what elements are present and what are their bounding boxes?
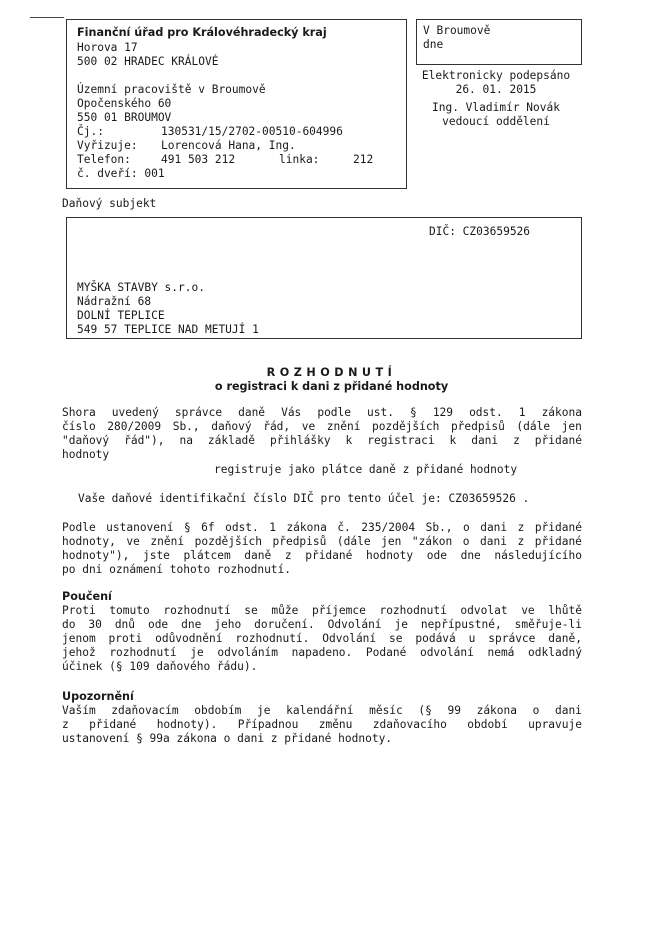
recipient-postal: 549 57 TEPLICE NAD METUJÍ 1 — [77, 323, 259, 336]
word: přidané — [534, 535, 582, 548]
text-row — [62, 618, 582, 632]
dic-assignment-line: Vaše daňové identifikační číslo DIČ pro tento účel je: CZ03659526 . — [78, 492, 530, 505]
word: odůvodnění — [155, 632, 223, 645]
word: Případnou — [237, 718, 299, 731]
word: nemá — [487, 646, 515, 659]
word: o — [463, 521, 470, 534]
signature-date: 26. 01. 2015 — [455, 83, 537, 96]
word: jenom — [62, 632, 96, 645]
word: lhůtě — [548, 604, 582, 617]
word: Sb., — [172, 420, 200, 433]
word: § — [410, 406, 417, 419]
word: Odvolání — [327, 618, 382, 631]
word: tomuto — [109, 604, 150, 617]
phone-label: Telefon: — [77, 153, 131, 166]
word: správce — [174, 406, 223, 419]
word: daně — [238, 406, 266, 419]
date-label: dne — [423, 38, 444, 51]
word: k — [345, 434, 353, 447]
word: napadeno. — [291, 646, 353, 659]
recipient-dic: DIČ: CZ03659526 — [429, 225, 531, 238]
word: jste — [142, 549, 170, 562]
word: 6f — [201, 521, 215, 534]
word: zdaňovacího — [372, 718, 447, 731]
word: 280/2009 — [107, 420, 162, 433]
word: odvoláním — [217, 646, 279, 659]
word: příjemce — [311, 604, 366, 617]
word: správce — [488, 632, 536, 645]
word: jehož — [62, 646, 96, 659]
word: jen — [561, 420, 582, 433]
sender-branch-city: 550 01 BROUMOV — [77, 111, 172, 124]
word: znění — [150, 535, 185, 548]
word: hodnoty). — [156, 718, 218, 731]
word: změnu — [318, 718, 353, 731]
word: zákona — [476, 704, 517, 717]
word: dne — [181, 618, 202, 631]
word: 129 — [432, 406, 454, 419]
word: § — [183, 521, 191, 534]
word: z — [517, 535, 525, 548]
word: předpisů — [272, 535, 327, 548]
word: doručení. — [254, 618, 315, 631]
word: odvolat — [460, 604, 508, 617]
word: uvedený — [111, 406, 159, 419]
recipient-address-box — [66, 217, 582, 339]
word: se — [389, 632, 403, 645]
word: proti — [108, 632, 143, 645]
place-text: V Broumově — [423, 24, 491, 37]
paragraph-tax-period-notice — [62, 704, 582, 746]
word: 30 — [88, 618, 102, 631]
word: jen — [381, 535, 402, 548]
word: zákona — [541, 406, 582, 419]
word: se — [244, 604, 258, 617]
signature-role: vedoucí oddělení — [442, 115, 550, 128]
word: z — [284, 549, 292, 562]
word: Podané — [365, 646, 407, 659]
corner-fold-mark — [30, 17, 64, 18]
word: ve — [301, 420, 316, 433]
word: hodnoty"), — [62, 549, 130, 562]
word: může — [271, 604, 299, 617]
recipient-town: DOLNÍ TEPLICE — [77, 309, 165, 322]
word: č. — [337, 521, 351, 534]
word: je — [257, 704, 271, 717]
word: podle — [317, 406, 352, 419]
decision-title: ROZHODNUTÍ — [266, 366, 397, 379]
word: z — [62, 718, 69, 731]
word: hodnoty, — [62, 535, 116, 548]
decision-subtitle: o registraci k dani z přidané hodnoty — [214, 380, 449, 393]
word: dani — [471, 434, 499, 447]
tax-subject-label: Daňový subjekt — [62, 197, 157, 210]
paragraph-registration-basis — [62, 406, 582, 462]
word: (§ — [418, 704, 432, 717]
word: dnů — [114, 618, 136, 631]
handler-name: Lorencová Hana, Ing. — [161, 139, 296, 152]
word: ustanovení — [106, 521, 174, 534]
text-row: po dni oznámení tohoto rozhodnutí. — [62, 563, 292, 576]
word: Sb., — [425, 521, 453, 534]
word: daňový — [211, 420, 252, 433]
text-row — [62, 704, 582, 718]
door-number: č. dveří: 001 — [77, 167, 165, 180]
word: Shora — [62, 406, 96, 419]
word: upravuje — [528, 718, 582, 731]
word: Odvolání — [322, 632, 377, 645]
word: Vaším — [62, 704, 96, 717]
paragraph-payer-status — [62, 521, 582, 577]
word: pozdějších — [194, 535, 262, 548]
word: k — [449, 434, 457, 447]
text-row: ustanovení § 99a zákona o dani z přidané hodnoty. — [62, 732, 393, 745]
word: jeho — [214, 618, 242, 631]
word: Podle — [62, 521, 96, 534]
word: dani — [554, 704, 582, 717]
word: základě — [207, 434, 256, 447]
place-date-box — [416, 19, 582, 65]
instruction-heading: Poučení — [62, 590, 112, 603]
extension-number: 212 — [353, 153, 374, 166]
word: (dále — [516, 420, 551, 433]
text-row — [62, 646, 582, 660]
signature-name: Ing. Vladimír Novák — [432, 101, 560, 114]
word: plátcem — [183, 549, 231, 562]
word: je — [394, 618, 408, 631]
word: měsíc — [369, 704, 403, 717]
word: o — [532, 704, 540, 717]
recipient-street: Nádražní 68 — [77, 295, 152, 308]
word: odst. — [225, 521, 259, 534]
word: kalendářní — [286, 704, 354, 717]
reference-number: 130531/15/2702-00510-604996 — [161, 125, 343, 138]
phone-number: 491 503 212 — [161, 153, 236, 166]
sender-office: Finanční úřad pro Královéhradecký kraj — [77, 26, 327, 39]
word: směřuje-li — [514, 618, 582, 631]
word: období — [467, 718, 508, 731]
word: daně, — [548, 632, 582, 645]
word: ust. — [367, 406, 394, 419]
sender-street: Horova 17 — [77, 41, 138, 54]
text-row — [62, 535, 582, 549]
word: 1 — [518, 406, 526, 419]
word: přidané — [89, 718, 137, 731]
word: daně — [244, 549, 272, 562]
sender-branch: Územní pracoviště v Broumově — [77, 83, 266, 96]
word: je — [190, 646, 204, 659]
word: ve — [126, 535, 140, 548]
registers-line: registruje jako plátce daně z přidané hodnoty — [214, 463, 518, 476]
word: 1 — [269, 521, 276, 534]
word: "daňový — [62, 434, 110, 447]
word: rozhodnutí — [109, 646, 177, 659]
word: odkladný — [528, 646, 582, 659]
paragraph-appeal-instruction — [62, 604, 582, 674]
sender-address-box — [66, 19, 407, 189]
word: Vás — [281, 406, 302, 419]
sender-city: 500 02 HRADEC KRÁLOVÉ — [77, 55, 219, 68]
word: obdobím — [194, 704, 242, 717]
word: číslo — [62, 420, 96, 433]
reference-label: Čj.: — [77, 125, 104, 138]
word: Proti — [62, 604, 96, 617]
word: dani — [480, 521, 508, 534]
handler-label: Vyřizuje: — [77, 139, 138, 152]
word: 99 — [447, 704, 461, 717]
word: podává — [415, 632, 456, 645]
word: řád"), — [124, 434, 165, 447]
word: hodnoty — [365, 549, 414, 562]
word: z — [513, 434, 520, 447]
word: zdaňovacím — [111, 704, 179, 717]
word: následujícího — [494, 549, 582, 562]
word: nepřípustné, — [420, 618, 502, 631]
word: přidané — [305, 549, 353, 562]
sender-branch-street: Opočenského 60 — [77, 97, 172, 110]
word: řád, — [263, 420, 291, 433]
text-row — [62, 718, 582, 732]
word: registraci — [367, 434, 435, 447]
word: přidané — [534, 521, 582, 534]
word: rozhodnutí — [163, 604, 231, 617]
extension-label: linka: — [279, 153, 320, 166]
word: odst. — [469, 406, 503, 419]
word: rozhodnutí. — [235, 632, 310, 645]
signature-note: Elektronicky podepsáno — [421, 69, 571, 82]
text-row — [62, 406, 582, 420]
word: (dále — [336, 535, 371, 548]
text-row — [62, 632, 582, 646]
word: do — [62, 618, 76, 631]
word: pozdějších — [372, 420, 440, 433]
text-row: účinek (§ 109 daňového řádu). — [62, 660, 258, 673]
word: zákona — [286, 521, 327, 534]
text-row — [62, 434, 582, 448]
word: u — [468, 632, 476, 645]
word: rozhodnutí — [379, 604, 447, 617]
word: na — [179, 434, 193, 447]
word: o — [462, 535, 470, 548]
text-row — [62, 604, 582, 618]
word: dani — [480, 535, 507, 548]
word: "zákon — [411, 535, 453, 548]
word: dne — [460, 549, 481, 562]
word: odvolání — [419, 646, 474, 659]
text-row: hodnoty — [62, 448, 110, 461]
word: ode — [147, 618, 169, 631]
word: z — [517, 521, 525, 534]
text-row — [62, 420, 582, 434]
word: přihlášky — [269, 434, 331, 447]
notice-heading: Upozornění — [62, 690, 134, 703]
word: 235/2004 — [361, 521, 416, 534]
word: znění — [326, 420, 361, 433]
word: předpisů — [450, 420, 505, 433]
word: přidané — [534, 434, 582, 447]
text-row — [62, 521, 582, 535]
word: ode — [426, 549, 447, 562]
recipient-name: MYŠKA STAVBY s.r.o. — [77, 281, 205, 294]
word: ve — [521, 604, 535, 617]
text-row — [62, 549, 582, 563]
